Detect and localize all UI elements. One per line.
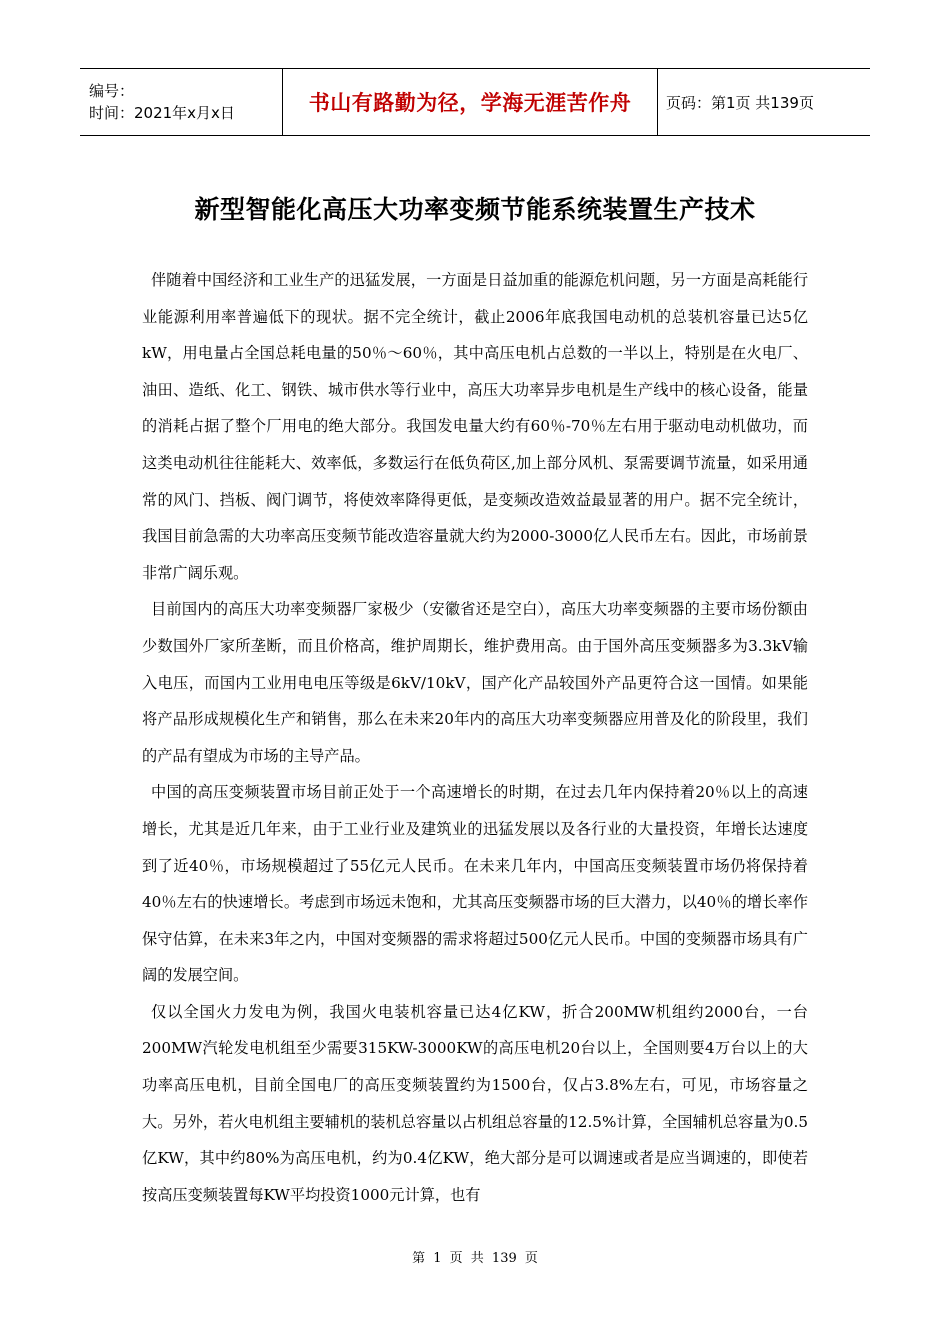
page-footer: 第 1 页 共 139 页 xyxy=(412,1251,538,1266)
header-page-info: 页码：第1页 共139页 xyxy=(666,93,814,112)
page-header xyxy=(80,68,870,136)
body-paragraph: 目前国内的高压大功率变频器厂家极少（安徽省还是空白），高压大功率变频器的主要市场份额由少数国外厂家所垄断，而且价格高，维护周期长，维护费用高。由于国外高压变频器多为3.3kV输入电压，而国内工业用电电压等级是6kV/10kV，国产化产品较国外产品更符合这一国情。如果能将产品形成规模化生产和销售，那么在未来20年内的高压大功率变频器应用普及化的阶段里，我们的产品有望成为市场的主导产品。 xyxy=(142,600,808,765)
body-paragraph: 仅以全国火力发电为例，我国火电装机容量已达4亿KW，折合200MW机组约2000台，一台200MW汽轮发电机组至少需要315KW-3000KW的高压电机20台以上，全国则要4万台以上的大功率高压电机，目前全国电厂的高压变频装置约为1500台，仅占3.8%左右，可见，市场容量之大。另外，若火电机组主要辅机的装机总容量以占机组总容量的12.5%计算，全国辅机总容量为0.5亿KW，其中约80%为高压电机，约为0.4亿KW，绝大部分是可以调速或者是应当调速的，即使若按高压变频装置每KW平均投资1000元计算，也有 xyxy=(142,1002,808,1204)
body-paragraph: 中国的高压变频装置市场目前正处于一个高速增长的时期，在过去几年内保持着20％以上的高速增长，尤其是近几年来，由于工业行业及建筑业的迅猛发展以及各行业的大量投资，年增长达速度到了近40％，市场规模超过了55亿元人民币。在未来几年内，中国高压变频装置市场仍将保持着40％左右的快速增长。考虑到市场远未饱和，尤其高压变频器市场的巨大潜力，以40％的增长率作保守估算，在未来3年之内，中国对变频器的需求将超过500亿元人民币。中国的变频器市场具有广阔的发展空间。 xyxy=(142,783,808,985)
document-title: 新型智能化高压大功率变频节能系统装置生产技术 xyxy=(194,195,756,224)
header-motto: 书山有路勤为径，学海无涯苦作舟 xyxy=(282,69,658,135)
header-left-cell xyxy=(80,69,282,135)
document-date: 时间：2021年x月x日 xyxy=(89,104,235,122)
document-number-label: 编号： xyxy=(89,82,135,100)
body-paragraph: 伴随着中国经济和工业生产的迅猛发展，一方面是日益加重的能源危机问题，另一方面是高耗能行业能源利用率普遍低下的现状。据不完全统计，截止2006年底我国电动机的总装机容量已达5亿kW，用电量占全国总耗电量的50％～60％，其中高压电机占总数的一半以上，特别是在火电厂、油田、造纸、化工、钢铁、城市供水等行业中，高压大功率异步电机是生产线中的核心设备，能量的消耗占据了整个厂用电的绝大部分。我国发电量大约有60％-70％左右用于驱动电动机做功，而这类电动机往往能耗大、效率低，多数运行在低负荷区,加上部分风机、泵需要调节流量，如采用通常的风门、挡板、阀门调节，将使效率降得更低，是变频改造效益最显著的用户。据不完全统计，我国目前急需的大功率高压变频节能改造容量就大约为2000-3000亿人民币左右。因此，市场前景非常广阔乐观。 xyxy=(142,271,808,582)
document-body xyxy=(142,262,808,1213)
